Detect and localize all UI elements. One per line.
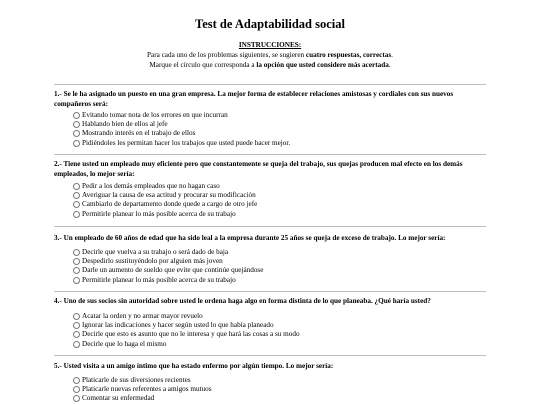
option-2-2[interactable] — [73, 191, 493, 200]
option-3-4[interactable] — [73, 276, 493, 285]
option-5-2[interactable] — [73, 385, 493, 394]
divider — [54, 355, 486, 356]
option-label: Ignorar las indicaciones y hacer según usted lo que había planeado — [82, 321, 274, 330]
radio-button[interactable] — [73, 377, 80, 384]
question-5: 5.- Usted visita a un amigo íntimo que ha estado enfermo por algún tiempo. Lo mejor sería: — [54, 362, 334, 370]
option-2-3[interactable] — [73, 200, 493, 209]
option-1-3[interactable] — [73, 129, 493, 138]
option-1-4[interactable] — [73, 139, 493, 148]
option-label: Pidiéndoles les permitan hacer los trabajos que usted puede hacer mejor. — [82, 138, 291, 147]
radio-button[interactable] — [73, 341, 80, 348]
option-3-1[interactable] — [73, 248, 493, 257]
option-label: Platicarle de sus diversiones recientes — [82, 376, 191, 384]
option-label: Despedirlo sustituyéndolo por alguien más joven — [82, 257, 223, 266]
radio-button[interactable] — [73, 112, 80, 119]
option-4-3[interactable] — [73, 330, 493, 339]
option-label: Permitirle planear lo más posible acerca de su trabajo — [82, 209, 236, 218]
divider — [54, 291, 486, 292]
instructions-line-2-end: . — [388, 61, 391, 69]
question-1-options — [73, 111, 493, 148]
divider — [54, 154, 486, 155]
option-label: Hablando bien de ellos al jefe — [82, 120, 168, 129]
radio-button[interactable] — [73, 395, 80, 402]
radio-button[interactable] — [73, 201, 80, 208]
option-4-4[interactable] — [73, 340, 493, 349]
radio-button[interactable] — [73, 249, 80, 256]
instructions-line-2-text: Marque el círculo que corresponda a — [149, 61, 257, 69]
radio-button[interactable] — [73, 277, 80, 284]
radio-button[interactable] — [73, 121, 80, 128]
question-5-options — [73, 376, 493, 404]
radio-button[interactable] — [73, 258, 80, 265]
divider — [54, 226, 486, 227]
option-label: Darle un aumento de sueldo que evite que continúe quejándose — [82, 266, 264, 275]
option-label: Pedir a los demás empleados que no hagan caso — [82, 182, 220, 190]
option-4-2[interactable] — [73, 321, 493, 330]
instructions-line-1-text: Para cada uno de los problemas siguientes, se sugieren — [147, 51, 306, 59]
radio-button[interactable] — [73, 331, 80, 338]
page-title: Test de Adaptabilidad social — [195, 17, 345, 31]
divider — [54, 84, 486, 85]
option-label: Decirle que lo haga el mismo — [82, 339, 167, 348]
option-label: Cambiarlo de departamento donde quede a cargo de otro jefe — [82, 200, 258, 209]
radio-button[interactable] — [73, 313, 80, 320]
option-label: Averiguar la causa de esa actitud y procurar su modificación — [82, 191, 256, 200]
option-2-1[interactable] — [73, 182, 493, 191]
option-5-3[interactable] — [73, 394, 493, 403]
question-3-options — [73, 248, 493, 285]
question-4: 4.- Uno de sus socios sin autoridad sobre usted le ordena haga algo en forma distinta de lo que planeaba. ¿Qué haría usted? — [54, 297, 431, 305]
question-2: 2.- Tiene usted un empleado muy eficiente pero que constantemente se queja del trabajo, sus quejas producen mal efecto en los demás empleados, lo mejor sería: — [54, 160, 463, 178]
instructions-line-1-emphasis: cuatro respuestas, correctas — [305, 51, 392, 59]
question-3: 3.- Un empleado de 60 años de edad que ha sido leal a la empresa durante 25 años se queja de exceso de trabajo. Lo mejor sería: — [54, 234, 446, 242]
option-label: Evitando tomar nota de los errores en que incurran — [82, 111, 228, 119]
radio-button[interactable] — [73, 130, 80, 137]
instructions-line-1 — [0, 50, 540, 60]
option-label: Comentar su enfermedad — [82, 394, 155, 403]
option-label: Mostrando interés en el trabajo de ellos — [82, 129, 196, 138]
instructions-line-1-end: . — [391, 51, 393, 59]
radio-button[interactable] — [73, 211, 80, 218]
option-label: Decirle que vuelva a su trabajo o será dado de baja — [82, 248, 229, 256]
option-4-1[interactable] — [73, 312, 493, 321]
option-2-4[interactable] — [73, 210, 493, 219]
radio-button[interactable] — [73, 322, 80, 329]
radio-button[interactable] — [73, 192, 80, 199]
option-5-1[interactable] — [73, 376, 493, 385]
option-label: Acatar la orden y no armar mayor revuelo — [82, 312, 203, 320]
option-3-2[interactable] — [73, 257, 493, 266]
radio-button[interactable] — [73, 140, 80, 147]
option-label: Permitirle planear lo más posible acerca de su trabajo — [82, 275, 236, 284]
instructions-line-2 — [0, 60, 540, 70]
instructions-line-2-emphasis: la opción que usted considere más acertada — [256, 61, 389, 69]
radio-button[interactable] — [73, 183, 80, 190]
question-2-options — [73, 182, 493, 219]
instructions-heading: INSTRUCCIONES: — [238, 41, 302, 49]
option-1-2[interactable] — [73, 120, 493, 129]
option-3-3[interactable] — [73, 266, 493, 275]
question-1: 1.- Se le ha asignado un puesto en una gran empresa. La mejor forma de establecer relaciones amistosas y cordiales con sus nuevos compañeros será: — [54, 90, 454, 108]
option-1-1[interactable] — [73, 111, 493, 120]
option-label: Decirle que esto es asunto que no le interesa y que hará las cosas a su modo — [82, 330, 300, 339]
option-label: Platicarle nuevas referentes a amigos mutuos — [82, 385, 212, 394]
instructions-block — [0, 40, 540, 70]
radio-button[interactable] — [73, 386, 80, 393]
question-4-options — [73, 312, 493, 349]
radio-button[interactable] — [73, 267, 80, 274]
